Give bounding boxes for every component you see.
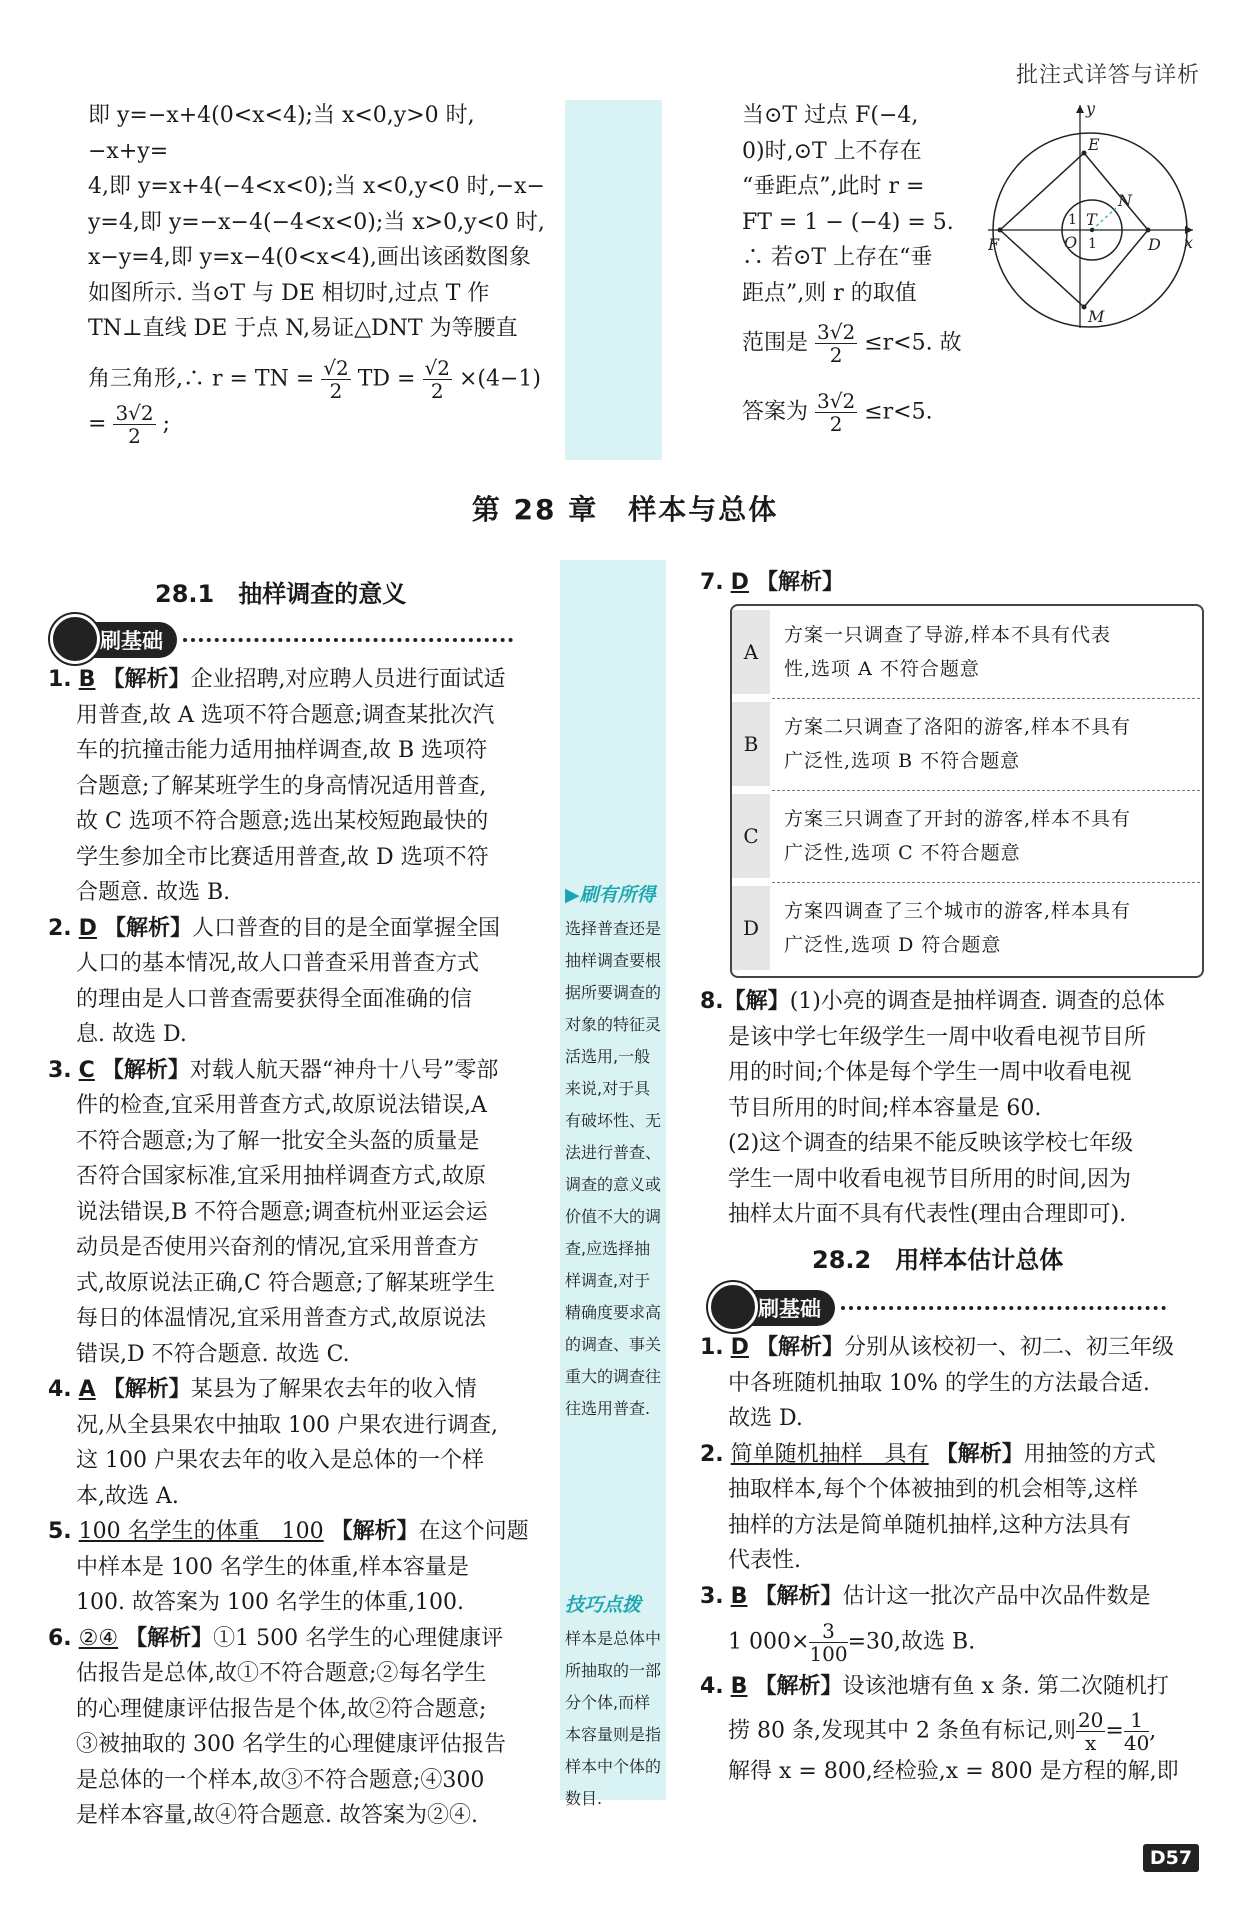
text-line: [700, 1620, 1210, 1665]
answer: D: [730, 1335, 749, 1360]
circle-graph: [988, 100, 1200, 330]
tip-line: 据所要调查的: [565, 983, 662, 1002]
text-line: “垂距点”,此时 r =: [742, 174, 925, 199]
question-number: 7.: [700, 570, 724, 595]
dotted-rule: [841, 1306, 1166, 1310]
text-line: 中各班随机抽取 10% 的学生的方法最合适.: [728, 1370, 1150, 1396]
analysis-tag: 【解析】: [755, 570, 844, 595]
text-line: 解得 x = 800,经检验,x = 800 是方程的解,即: [728, 1758, 1179, 1784]
label-O: O: [1064, 233, 1078, 252]
text-line: 用普查,故 A 选项不符合题意;调查某批次汽: [76, 702, 495, 728]
text-fragment: 企业招聘,对应聘人员进行面试适: [190, 667, 506, 692]
section-title: 28.2 用样本估计总体: [812, 1246, 1064, 1274]
text-line: 说法错误,B 不符合题意;调查杭州亚运会运: [76, 1199, 488, 1225]
text-line: ∴ 若⊙T 上存在“垂: [742, 245, 933, 270]
text-line: x−y=4,即 y=x−4(0<x<4),画出该函数图象: [88, 245, 531, 270]
text-fragment: (1)小亮的调查是抽样调查. 调查的总体: [789, 989, 1165, 1014]
top-right-text: [742, 98, 982, 435]
question-r1: [700, 1330, 1210, 1366]
section-badge: [56, 622, 513, 658]
text-line: 故 C 选项不符合题意;选出某校短跑最快的: [76, 809, 489, 834]
text-line: 节目所用的时间;样本容量是 60.: [728, 1095, 1042, 1121]
tip-line: 来说,对于具: [565, 1079, 651, 1098]
text-fragment: 某县为了解果农去年的收入情: [190, 1377, 477, 1402]
tip-line: 本容量则是指: [565, 1725, 662, 1744]
analysis-table: [730, 604, 1204, 978]
tip-line: 所抽取的一部: [565, 1661, 662, 1680]
question-number: 1.: [700, 1335, 724, 1360]
question-4: [48, 1372, 548, 1408]
text-fragment: ≤r<5. 故: [864, 330, 962, 356]
text-line: 4,即 y=x+4(−4<x<0);当 x<0,y<0 时,−x−: [88, 174, 545, 199]
text-line: 人口的基本情况,故人口普查采用普查方式: [76, 951, 479, 976]
question-6: [48, 1621, 548, 1657]
fraction: [321, 357, 350, 402]
label-one-x: 1: [1088, 236, 1097, 252]
text-line: 方案四调查了三个城市的游客,样本具有: [784, 900, 1132, 922]
tip-line: 样本中个体的: [565, 1757, 662, 1776]
fraction: [815, 390, 857, 435]
badge-pill: [714, 1290, 835, 1326]
text-line: 是样本容量,故④符合题意. 故答案为②④.: [76, 1803, 478, 1828]
question-8-line: [700, 984, 1210, 1020]
answer-tag: 【解】: [723, 989, 790, 1014]
text-fragment: 分别从该校初一、初二、初三年级: [843, 1335, 1174, 1360]
text-line: 的心理健康评估报告是个体,故②符合题意;: [76, 1696, 487, 1722]
page-number: D57: [1143, 1844, 1199, 1872]
tip-line: 调查的意义或: [565, 1175, 662, 1194]
question-number: 4.: [700, 1674, 724, 1699]
text-line: 广泛性,选项 C 不符合题意: [784, 842, 1021, 864]
tip-line: 活选用,一般: [565, 1047, 651, 1066]
answer: ②④: [78, 1625, 119, 1651]
text-line: 每日的体温情况,宜采用普查方式,故原说法: [76, 1306, 486, 1331]
tip-line: 有破坏性、无: [565, 1111, 662, 1130]
fraction: [809, 1620, 847, 1665]
text-fragment: 角三角形,∴ r = TN =: [88, 366, 315, 391]
fraction-num: 3√2: [817, 320, 856, 344]
point-E: [1082, 151, 1087, 156]
tip-line: 样调查,对于: [565, 1271, 651, 1290]
text-line: 错误,D 不符合题意. 故选 C.: [76, 1341, 350, 1367]
tip-line: 分个体,而样: [565, 1693, 651, 1712]
divider: [772, 882, 1200, 883]
text-line: 抽取样本,每个个体被抽到的机会相等,这样: [728, 1477, 1138, 1502]
text-line: ③被抽取的 300 名学生的心理健康评估报告: [76, 1732, 506, 1757]
text-line: 是总体的一个样本,故③不符合题意;④300: [76, 1767, 485, 1793]
label-y: y: [1086, 100, 1096, 118]
dotted-rule: [183, 638, 513, 642]
text-line: 故选 D.: [728, 1406, 803, 1431]
text-fragment: 对载人航天器“神舟十八号”零部: [189, 1057, 499, 1083]
text-fragment: ≤r<5.: [864, 399, 933, 425]
tip-line: 往选用普查.: [565, 1399, 651, 1418]
y-axis-arrow: [1076, 105, 1084, 113]
row-text: [784, 710, 1194, 778]
text-fragment: 在这个问题: [418, 1519, 529, 1544]
fraction-den: 2: [829, 343, 843, 367]
tip-line: 选择普查还是: [565, 919, 662, 938]
text-fragment: ×(4−1) =: [88, 366, 541, 436]
question-r2: [700, 1437, 1210, 1473]
question-2: [48, 911, 548, 947]
pencil-icon: [50, 614, 100, 664]
question-number: 4.: [48, 1377, 72, 1402]
question-5: [48, 1514, 548, 1550]
question-3: [48, 1053, 548, 1089]
tip-box-1: [565, 880, 665, 1425]
left-column: [48, 662, 548, 1834]
text-line: 中样本是 100 名学生的体重,样本容量是: [76, 1554, 469, 1580]
question-number: 8.: [700, 989, 724, 1014]
tip-text: [565, 1623, 665, 1815]
section-title: 28.1 抽样调查的意义: [155, 580, 407, 608]
text-fragment: 设该池塘有鱼 x 条. 第二次随机打: [842, 1674, 1169, 1699]
text-line: 是该中学七年级学生一周中收看电视节目所: [728, 1024, 1147, 1050]
fraction-num: √2: [424, 355, 450, 380]
right-column-28-2: [700, 1330, 1210, 1789]
text-fragment: ;: [162, 411, 171, 436]
badge-pill: [56, 622, 177, 658]
text-fragment: 答案为: [742, 399, 809, 425]
top-left-text: [88, 98, 548, 447]
question-1: [48, 662, 548, 698]
text-line: 本,故选 A.: [76, 1483, 179, 1509]
tip-line: 精确度要求高: [565, 1303, 662, 1322]
fraction-num: 3√2: [115, 400, 154, 425]
text-line: 100. 故答案为 100 名学生的体重,100.: [76, 1590, 464, 1615]
analysis-tag: 【解析】: [754, 1674, 843, 1699]
tip-line: 抽样调查要根: [565, 951, 662, 970]
fraction-num: 1: [1124, 1709, 1149, 1732]
sidebar-strip-top: [565, 100, 662, 460]
row-text: [784, 618, 1194, 686]
section-badge: [714, 1290, 1166, 1326]
text-line: 况,从全县果农中抽取 100 户果农进行调查,: [76, 1412, 498, 1438]
text-line: 合题意. 故选 B.: [76, 880, 231, 905]
text-line: y=4,即 y=−x−4(−4<x<0);当 x>0,y<0 时,: [88, 209, 545, 235]
label-F: F: [988, 235, 1000, 254]
tip-line: 对象的特征灵: [565, 1015, 662, 1034]
fraction: [1124, 1709, 1149, 1754]
question-7: [700, 565, 1200, 601]
text-line: [700, 1709, 1210, 1754]
label-one-y: 1: [1068, 212, 1077, 228]
text-line: 不符合题意;为了解一批安全头盔的质量是: [76, 1128, 480, 1154]
text-fragment: 捞 80 条,发现其中 2 条鱼有标记,则: [728, 1718, 1076, 1743]
text-line: 学生参加全市比赛适用普查,故 D 选项不符: [76, 844, 489, 870]
text-line: 件的检查,宜采用普查方式,故原说法错误,A: [76, 1093, 487, 1118]
text-line: 0)时,⊙T 上不存在: [742, 138, 922, 164]
text-fragment: TD =: [357, 366, 416, 391]
text-line: 代表性.: [728, 1548, 801, 1573]
analysis-tag: 【解析】: [125, 1625, 214, 1651]
fraction-num: √2: [323, 355, 349, 380]
question-number: 3.: [48, 1057, 72, 1083]
fraction: [815, 321, 857, 366]
text-line: 距点”,则 r 的取值: [742, 280, 917, 306]
answer: 100 名学生的体重 100: [78, 1519, 324, 1544]
text-fragment: ,: [1149, 1718, 1157, 1743]
text-line: 抽样的方法是简单随机抽样,这种方法具有: [728, 1512, 1131, 1538]
text-line: 即 y=−x+4(0<x<4);当 x<0,y>0 时,−x+y=: [88, 103, 475, 164]
table-row: [732, 702, 1202, 792]
answer: B: [730, 1583, 748, 1609]
chapter-title: 第 28 章 样本与总体: [471, 493, 779, 526]
question-number: 2.: [48, 915, 72, 941]
point-M: [1082, 305, 1087, 310]
label-E: E: [1088, 135, 1100, 154]
text-line: [742, 321, 982, 366]
text-line: 方案三只调查了开封的游客,样本不具有: [784, 808, 1132, 830]
row-label: B: [732, 702, 770, 786]
fraction-den: 40: [1123, 1730, 1150, 1755]
table-row: [732, 794, 1202, 884]
answer: D: [730, 570, 749, 595]
question-7-heading: [700, 565, 1200, 601]
label-x: x: [1184, 233, 1194, 252]
question-number: 3.: [700, 1583, 724, 1609]
text-line: 如图所示. 当⊙T 与 DE 相切时,过点 T 作: [88, 280, 490, 306]
text-line: 广泛性,选项 D 符合题意: [784, 934, 1002, 956]
text-line: TN⊥直线 DE 于点 N,易证△DNT 为等腰直: [88, 316, 518, 341]
question-number: 1.: [48, 667, 72, 692]
tip-caption: ▶刷有所得: [565, 884, 656, 906]
fraction-den: 2: [329, 378, 343, 403]
text-line: 方案一只调查了导游,样本不具有代表: [784, 624, 1112, 646]
fraction: [113, 402, 155, 447]
badge-label: 刷基础: [100, 629, 163, 653]
tip-line: 样本是总体中: [565, 1629, 662, 1648]
analysis-tag: 【解析】: [755, 1335, 844, 1360]
text-line: 用的时间;个体是每个学生一周中收看电视: [728, 1060, 1132, 1085]
text-fragment: 范围是: [742, 330, 809, 356]
answer: D: [78, 915, 97, 941]
tip-line: 的调查、事关: [565, 1335, 662, 1354]
question-number: 6.: [48, 1625, 72, 1651]
divider: [772, 790, 1200, 791]
text-line: 性,选项 A 不符合题意: [784, 658, 980, 680]
text-line: 动员是否使用兴奋剂的情况,宜采用普查方: [76, 1235, 479, 1260]
text-line: 的理由是人口普查需要获得全面准确的信: [76, 986, 473, 1012]
answer: 简单随机抽样 具有: [730, 1441, 929, 1467]
text-line: 息. 故选 D.: [76, 1022, 187, 1047]
text-line: 估报告是总体,故①不符合题意;②每名学生: [76, 1661, 487, 1686]
row-label: C: [732, 794, 770, 878]
fraction: [423, 357, 452, 402]
tip-line: 法进行普查、: [565, 1143, 662, 1162]
text-line: 否符合国家标准,宜采用抽样调查方式,故原: [76, 1164, 486, 1189]
fraction-den: 100: [809, 1642, 848, 1666]
table-row: [732, 610, 1202, 700]
analysis-tag: 【解析】: [102, 667, 191, 692]
text-line: 当⊙T 过点 F(−4,: [742, 103, 919, 128]
divider: [772, 698, 1200, 699]
label-N: N: [1118, 191, 1132, 210]
question-number: 5.: [48, 1519, 72, 1544]
text-fragment: ①1 500 名学生的心理健康评: [213, 1625, 504, 1651]
fraction-den: 2: [829, 412, 843, 436]
tip-line: 价值不大的调: [565, 1207, 662, 1226]
text-line: 合题意;了解某班学生的身高情况适用普查,: [76, 773, 487, 799]
fraction-num: 20: [1077, 1707, 1104, 1732]
label-T: T: [1086, 210, 1097, 229]
text-line: 式,故原说法正确,C 符合题意;了解某班学生: [76, 1270, 496, 1296]
tip-caption: 技巧点拨: [565, 1594, 642, 1616]
analysis-tag: 【解析】: [103, 915, 192, 941]
text-line: 这 100 户果农去年的收入是总体的一个样: [76, 1448, 484, 1473]
pencil-icon: [708, 1282, 758, 1332]
answer: A: [78, 1377, 96, 1402]
row-label: D: [732, 886, 770, 970]
question-r3: [700, 1579, 1210, 1615]
text-fragment: =: [1105, 1718, 1124, 1743]
question-8: [700, 984, 1210, 1233]
tip-text: [565, 913, 665, 1425]
text-line: [742, 390, 982, 435]
text-line: 抽样太片面不具有代表性(理由合理即可).: [728, 1202, 1127, 1227]
question-r4: [700, 1669, 1210, 1705]
row-label: A: [732, 610, 770, 694]
text-line: 广泛性,选项 B 不符合题意: [784, 750, 1021, 772]
tip-line: 查,应选择抽: [565, 1239, 651, 1258]
fraction: [1076, 1709, 1105, 1754]
text-line: 车的抗撞击能力适用抽样调查,故 B 选项符: [76, 738, 488, 763]
label-M: M: [1088, 307, 1105, 326]
text-line: [88, 357, 548, 447]
row-text: [784, 802, 1194, 870]
answer: B: [730, 1674, 748, 1699]
analysis-tag: 【解析】: [330, 1519, 419, 1544]
tip-box-2: [565, 1590, 665, 1815]
text-line: 学生一周中收看电视节目所用的时间,因为: [728, 1166, 1131, 1192]
fraction-num: 3: [809, 1620, 847, 1643]
text-line: 方案二只调查了洛阳的游客,样本不具有: [784, 716, 1132, 738]
fraction-den: 2: [128, 423, 141, 448]
text-line: (2)这个调查的结果不能反映该学校七年级: [728, 1131, 1134, 1156]
analysis-tag: 【解析】: [101, 1057, 190, 1083]
tip-line: 数目.: [565, 1789, 603, 1808]
fraction-num: 3√2: [817, 389, 856, 413]
analysis-tag: 【解析】: [935, 1441, 1024, 1467]
fraction-den: 2: [430, 378, 444, 403]
answer: B: [78, 667, 96, 692]
text-line: FT = 1 − (−4) = 5.: [742, 209, 954, 235]
fraction-den: x: [1085, 1730, 1097, 1755]
text-fragment: 人口普查的目的是全面掌握全国: [191, 915, 500, 941]
text-fragment: 1 000×: [728, 1629, 810, 1655]
point-F: [998, 228, 1003, 233]
table-row: [732, 886, 1202, 976]
label-D: D: [1148, 235, 1161, 254]
badge-label: 刷基础: [758, 1297, 821, 1321]
text-fragment: =30,故选 B.: [847, 1629, 976, 1655]
answer: C: [78, 1057, 95, 1083]
point-D: [1146, 228, 1151, 233]
text-fragment: 估计这一批次产品中次品件数是: [842, 1583, 1151, 1609]
analysis-tag: 【解析】: [754, 1583, 843, 1609]
page-header: 批注式详答与详析: [1015, 63, 1200, 88]
analysis-tag: 【解析】: [102, 1377, 191, 1402]
row-text: [784, 894, 1194, 962]
question-number: 2.: [700, 1441, 724, 1467]
tip-line: 重大的调查往: [565, 1367, 662, 1386]
text-fragment: 用抽签的方式: [1023, 1441, 1156, 1467]
